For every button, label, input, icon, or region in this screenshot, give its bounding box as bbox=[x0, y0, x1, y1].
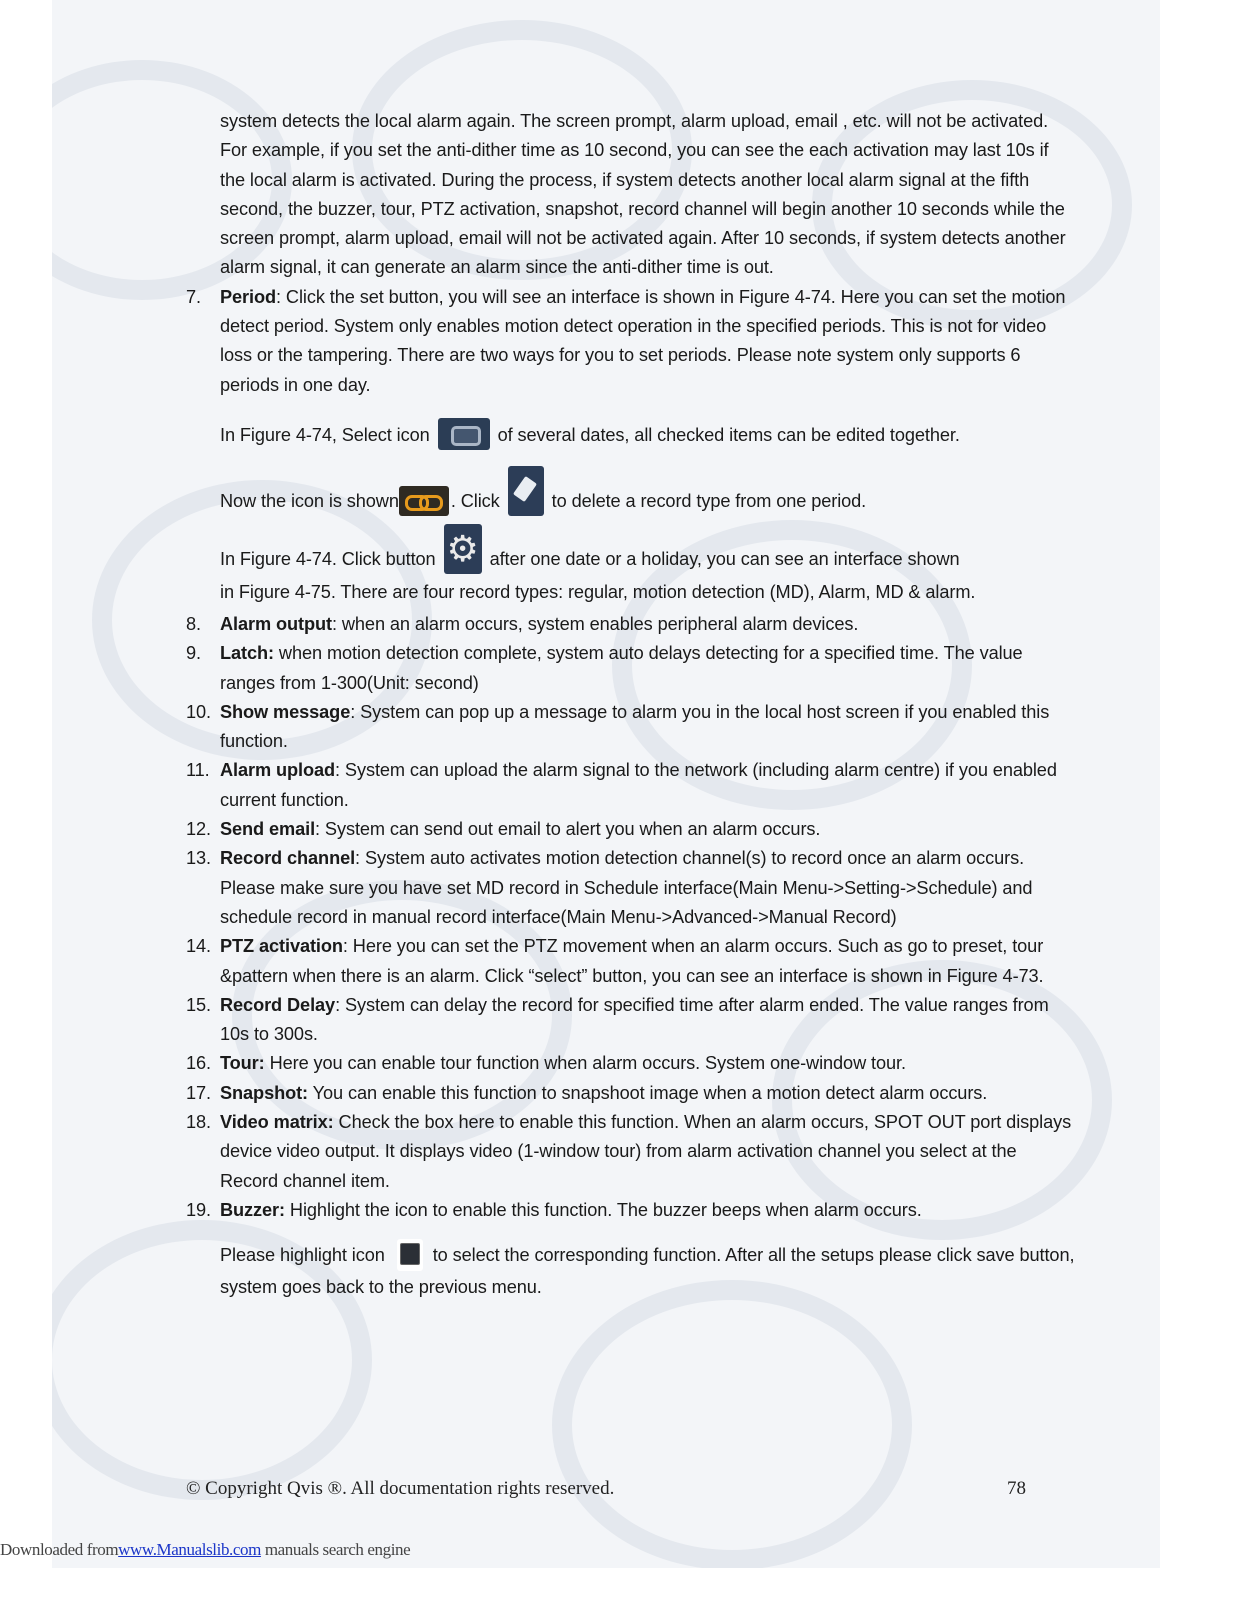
item-title: Record Delay bbox=[220, 994, 336, 1015]
item-text: : Click the set button, you will see an interface is shown in Figure 4-74. Here you can set the motion detect period. System only enables motion detect operation in the specified periods. This is not for video loss or the tampering. There are two ways for you to set periods. Please note system only supports 6 periods in one day. bbox=[220, 286, 1066, 395]
list-item bbox=[186, 1079, 1076, 1108]
item-title: Latch: bbox=[220, 643, 274, 664]
list-number: 11. bbox=[186, 760, 210, 781]
list-item bbox=[186, 991, 1076, 1050]
icon-instruction-line: In Figure 4-74, Select icon of several dates, all checked items can be edited together. bbox=[186, 410, 1076, 450]
item-title: Tour: bbox=[220, 1053, 265, 1074]
list-item bbox=[186, 844, 1076, 932]
item-text: : Here you can set the PTZ movement when an alarm occurs. Such as go to preset, tour &pattern when there is an alarm. Click “select” button, you can see an interface is shown in Figure 4-73. bbox=[220, 936, 1044, 986]
item-text: : System can send out email to alert you when an alarm occurs. bbox=[315, 819, 821, 840]
item-text: : when an alarm occurs, system enables peripheral alarm devices. bbox=[331, 613, 859, 634]
numbered-list bbox=[186, 610, 1076, 1225]
item-title: Alarm output bbox=[220, 613, 332, 634]
watermark-shape bbox=[552, 1280, 912, 1568]
item-text: : System can upload the alarm signal to the network (including alarm centre) if you enabled current function. bbox=[220, 760, 1057, 810]
eraser-icon bbox=[508, 466, 544, 516]
list-number: 18. bbox=[186, 1112, 211, 1133]
list-number: 13. bbox=[186, 848, 211, 869]
item-text: when motion detection complete, system auto delays detecting for a specified time. The value ranges from 1-300(Unit: second) bbox=[220, 643, 1023, 693]
icon-instruction-line: Now the icon is shown . Click to delete a record type from one period. bbox=[186, 460, 1076, 516]
item-title: Snapshot: bbox=[220, 1082, 309, 1103]
list-number: 15. bbox=[186, 994, 211, 1015]
intro-paragraph: system detects the local alarm again. The screen prompt, alarm upload, email , etc. will not be activated. For example, if you set the anti-dither time as 10 second, you can see the each activation may last 10s if the local alarm is activated. During the process, if system detects another local alarm signal at the fifth second, the buzzer, tour, PTZ activation, snapshot, record channel will begin another 10 seconds while the screen prompt, alarm upload, email will not be activated again. After 10 seconds, if system detects another alarm signal, it can generate an alarm since the anti-dither time is out. bbox=[220, 111, 1066, 278]
list-item bbox=[186, 756, 1076, 815]
list-number: 19. bbox=[186, 1199, 211, 1220]
icon-instruction-line: In Figure 4-74. Click button ⚙ after one date or a holiday, you can see an interface shown bbox=[186, 516, 1076, 574]
item-text: : System auto activates motion detection channel(s) to record once an alarm occurs. Please make sure you have set MD record in Schedule interface(Main Menu->Setting->Schedule) and schedule record in manual record interface(Main Menu->Advanced->Manual Record) bbox=[220, 848, 1033, 927]
item-title: Buzzer: bbox=[220, 1199, 285, 1220]
list-number: 10. bbox=[186, 701, 211, 722]
list-number: 16. bbox=[186, 1053, 211, 1074]
item-title: Alarm upload bbox=[220, 760, 336, 781]
item-text: Here you can enable tour function when alarm occurs. System one-window tour. bbox=[264, 1053, 906, 1074]
manualslib-link[interactable]: www.Manualslib.com bbox=[118, 1540, 261, 1559]
list-item bbox=[186, 815, 1076, 844]
item-text: You can enable this function to snapshoot image when a motion detect alarm occurs. bbox=[308, 1082, 988, 1103]
list-item bbox=[186, 639, 1076, 698]
item-text: : System can pop up a message to alarm you in the local host screen if you enabled this function. bbox=[220, 701, 1050, 752]
list-number: 8. bbox=[186, 613, 201, 634]
item-title: Period bbox=[220, 286, 276, 307]
gear-icon: ⚙ bbox=[444, 524, 482, 574]
download-bar: Downloaded fromwww.Manualslib.com manuals search engine bbox=[0, 1540, 411, 1559]
page-number: 78 bbox=[1007, 1478, 1026, 1499]
list-number: 7. bbox=[186, 286, 201, 307]
item-text: Highlight the icon to enable this function. The buzzer beeps when alarm occurs. bbox=[284, 1199, 922, 1220]
item-text: Check the box here to enable this function. When an alarm occurs, SPOT OUT port displays device video output. It displays video (1-window tour) from alarm activation channel you select at the Record channel item. bbox=[220, 1112, 1072, 1191]
list-item bbox=[186, 1196, 1076, 1225]
list-number: 12. bbox=[186, 819, 211, 840]
list-item bbox=[186, 698, 1076, 757]
item-title: Record channel bbox=[220, 848, 356, 869]
checkbox-icon bbox=[397, 1239, 423, 1271]
list-item bbox=[186, 1108, 1076, 1196]
list-item bbox=[186, 283, 1076, 400]
item-text: : System can delay the record for specified time after alarm ended. The value ranges from 10s to 300s. bbox=[220, 994, 1049, 1045]
list-number: 17. bbox=[186, 1082, 211, 1103]
copyright-text: © Copyright Qvis ®. All documentation rights reserved. bbox=[186, 1478, 615, 1499]
item-title: Video matrix: bbox=[220, 1112, 334, 1133]
item-title: Show message bbox=[220, 701, 351, 722]
list-number: 14. bbox=[186, 936, 211, 957]
item-title: PTZ activation bbox=[220, 936, 343, 957]
select-all-icon bbox=[438, 418, 490, 450]
icon-line-continuation: in Figure 4-75. There are four record types: regular, motion detection (MD), Alarm, MD & alarm. bbox=[220, 581, 976, 602]
list-number: 9. bbox=[186, 643, 201, 664]
link-icon bbox=[399, 486, 449, 516]
final-paragraph: Please highlight icon to select the corresponding function. After all the setups please click save button, system goes back to the previous menu. bbox=[186, 1239, 1076, 1303]
item-title: Send email bbox=[220, 819, 316, 840]
list-item bbox=[186, 932, 1076, 991]
list-item bbox=[186, 1049, 1076, 1078]
list-item bbox=[186, 610, 1076, 639]
page-footer bbox=[186, 1478, 1026, 1500]
document-body bbox=[186, 107, 1076, 1303]
